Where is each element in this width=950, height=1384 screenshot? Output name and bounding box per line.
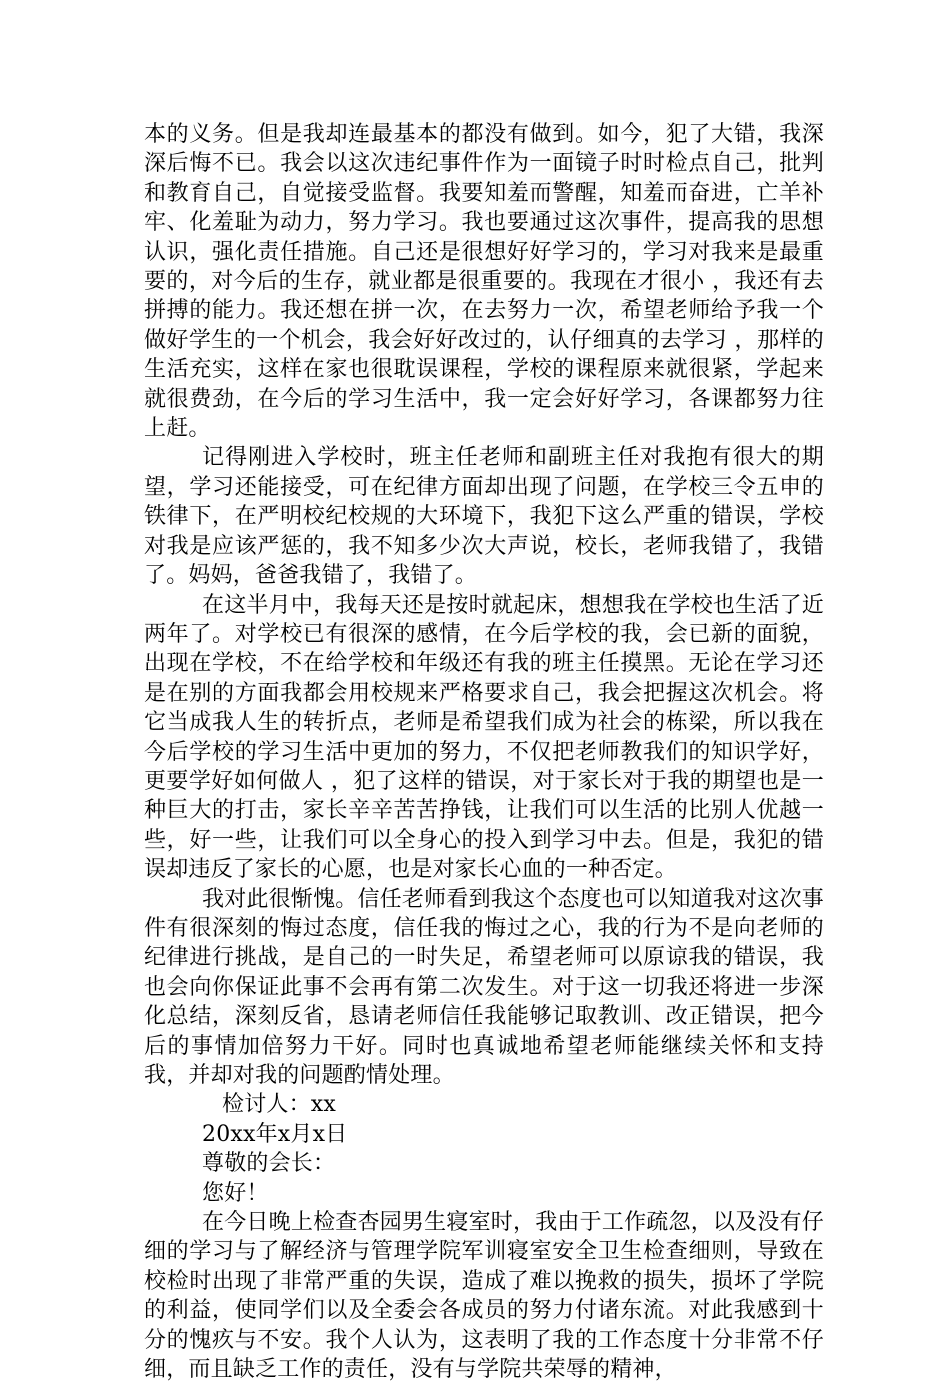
paragraph-continuation: 本的义务。但是我却连最基本的都没有做到。如今，犯了大错，我深深后悔不已。我会以这次违纪事件作为一面镜子时时检点自己，批判和教育自己，自觉接受监督。我要知羞而警醒，知羞而奋进，亡羊补牢、化羞耻为动力，努力学习。我也要通过这次事件，提高我的思想认识，强化责任措施。自己还是很想好好学习的，学习对我来是最重要的，对今后的生存，就业都是很重要的。我现在才很小 ，我还有去拼搏的能力。我还想在拼一次，在去努力一次，希望老师给予我一个做好学生的一个机会，我会好好改过的，认仔细真的去学习 ，那样的生活充实，这样在家也很耽误课程，学校的课程原来就很紧，学起来就很费劲，在今后的学习生活中，我一定会好好学习，各课都努力往上赶。	[144, 122, 824, 442]
paragraph-half-month: 在这半月中，我每天还是按时就起床，想想我在学校也生活了近两年了。对学校已有很深的感情，在今后学校的我，会已新的面貌，出现在学校，不在给学校和年级还有我的班主任摸黑。无论在学习还是在别的方面我都会用校规来严格要求自己，我会把握这次机会。将它当成我人生的转折点，老师是希望我们成为社会的栋梁，所以我在今后学校的学习生活中更加的努力，不仅把老师教我们的知识学好，更要学好如何做人 ，犯了这样的错误，对于家长对于我的期望也是一种巨大的打击，家长辛辛苦苦挣钱，让我们可以生活的比别人优越一些，好一些，让我们可以全身心的投入到学习中去。但是，我犯的错误却违反了家长的心愿，也是对家长心血的一种否定。	[144, 592, 824, 883]
greeting: 您好！	[202, 1180, 269, 1206]
paragraph-memory: 记得刚进入学校时，班主任老师和副班主任对我抱有很大的期望，学习还能接受，可在纪律方面却出现了问题，在学校三令五申的铁律下，在严明校纪校规的大环境下，我犯下这么严重的错误，学校对我是应该严惩的，我不知多少次大声说，校长，老师我错了，我错了。妈妈，爸爸我错了，我错了。	[144, 445, 824, 589]
salutation: 尊敬的会长：	[202, 1151, 336, 1177]
paragraph-apology: 我对此很惭愧。信任老师看到我这个态度也可以知道我对这次事件有很深刻的悔过态度，信任我的悔过之心，我的行为不是向老师的纪律进行挑战，是自己的一时失足，希望老师可以原谅我的错误，我也会向你保证此事不会再有第二次发生。对于这一切我还将进一步深化总结，深刻反省，恳请老师信任我能够记取教训、改正错误，把今后的事情加倍努力干好。同时也真诚地希望老师能继续关怀和支持我，并却对我的问题酌情处理。	[144, 886, 824, 1088]
signature: 检讨人：xx	[222, 1092, 337, 1118]
paragraph-inspection: 在今日晚上检查杏园男生寝室时，我由于工作疏忽，以及没有仔细的学习与了解经济与管理学院军训寝室安全卫生检查细则，导致在校检时出现了非常严重的失误，造成了难以挽救的损失，损坏了学院的利益，使同学们以及全委会各成员的努力付诸东流。对此我感到十分的愧疚与不安。我个人认为，这表明了我的工作态度十分非常不仔细，而且缺乏工作的责任，没有与学院共荣辱的精神，	[144, 1210, 824, 1383]
date: 20xx年x月x日	[202, 1121, 348, 1147]
document-body	[144, 120, 824, 1384]
